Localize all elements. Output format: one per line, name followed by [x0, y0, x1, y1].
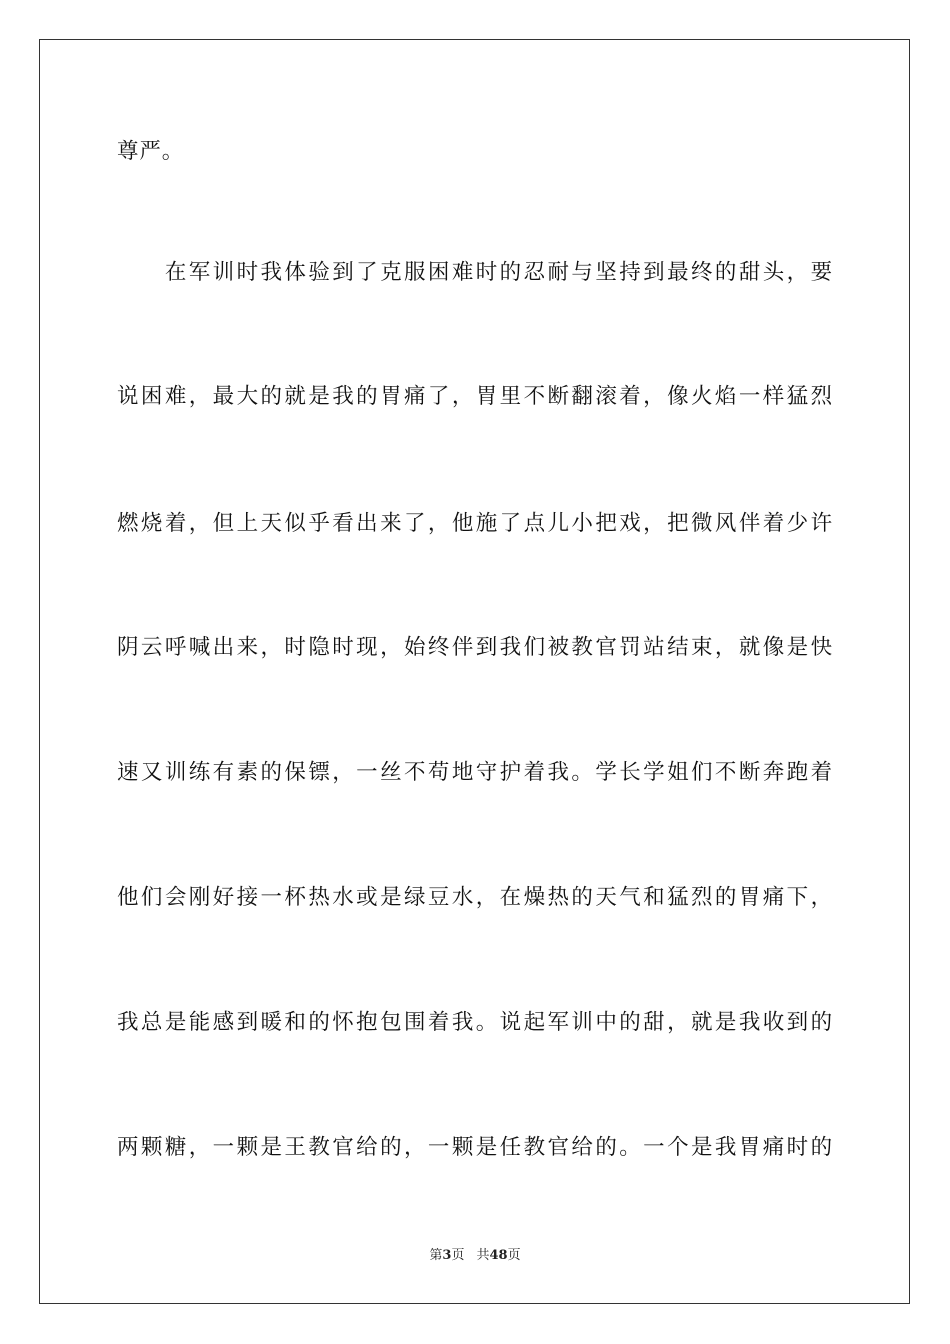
text-line: 两颗糖，一颗是王教官给的，一颗是任教官给的。一个是我胃痛时的	[117, 1135, 833, 1160]
page-label-prefix: 第	[429, 1248, 443, 1263]
page-border	[39, 39, 910, 1304]
page-number: 3	[442, 1248, 452, 1263]
text-line: 尊严。	[117, 139, 185, 164]
text-line: 我总是能感到暖和的怀抱包围着我。说起军训中的甜，就是我收到的	[117, 1010, 833, 1035]
text-line: 他们会刚好接一杯热水或是绿豆水，在燥热的天气和猛烈的胃痛下，	[117, 885, 833, 910]
text-line: 速又训练有素的保镖，一丝不苟地守护着我。学长学姐们不断奔跑着	[117, 760, 833, 785]
text-line: 燃烧着，但上天似乎看出来了，他施了点儿小把戏，把微风伴着少许	[117, 511, 833, 536]
text-line: 阴云呼喊出来，时隐时现，始终伴到我们被教官罚站结束，就像是快	[117, 635, 833, 660]
total-label-unit: 页	[507, 1248, 521, 1263]
page-label-unit: 页	[451, 1248, 465, 1263]
text-line: 说困难，最大的就是我的胃痛了，胃里不断翻滚着，像火焰一样猛烈	[117, 384, 833, 409]
total-pages: 48	[489, 1248, 508, 1263]
page-footer	[0, 1247, 950, 1265]
paragraph-first-line: 在军训时我体验到了克服困难时的忍耐与坚持到最终的甜头，要	[117, 260, 833, 285]
total-label-prefix: 共	[476, 1248, 490, 1263]
